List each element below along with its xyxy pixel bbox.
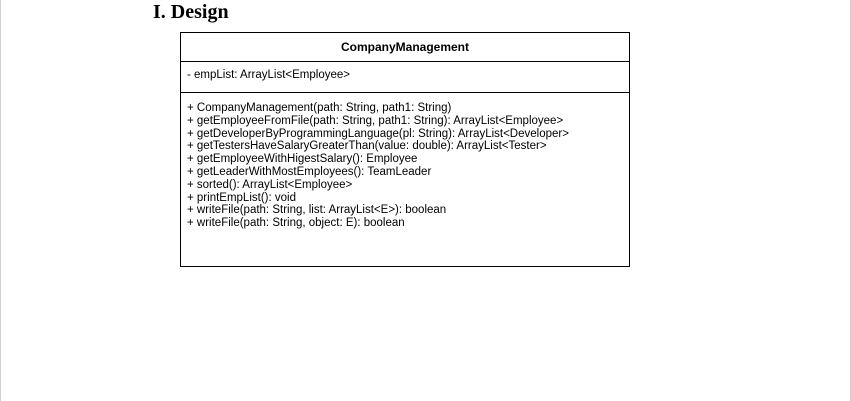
operation-line: + writeFile(path: String, list: ArrayList<E>): boolean <box>187 204 447 217</box>
operation-line: + sorted(): ArrayList<Employee> <box>187 178 353 191</box>
operation-line: + getEmployeeWithHigestSalary(): Employee <box>187 153 418 166</box>
operation-line: + CompanyManagement(path: String, path1: String) <box>187 102 452 114</box>
operations-compartment <box>181 93 629 230</box>
operation-line: + writeFile(path: String, object: E): boolean <box>187 217 405 230</box>
attributes-compartment <box>181 62 629 93</box>
operation-line: + getEmployeeFromFile(path: String, path1: String): ArrayList<Employee> <box>187 114 564 127</box>
class-name: CompanyManagement <box>181 33 629 62</box>
operation-line: + getLeaderWithMostEmployees(): TeamLeader <box>187 165 432 178</box>
page-border-left <box>0 0 1 401</box>
uml-class-box <box>180 32 630 267</box>
section-heading: I. Design <box>153 1 229 23</box>
operation-line: + printEmpList(): void <box>187 191 296 204</box>
operation-line: + getDeveloperByProgrammingLanguage(pl: String): ArrayList<Developer> <box>187 127 569 140</box>
attribute-line: - empList: ArrayList<Employee> <box>187 69 350 81</box>
operation-line: + getTestersHaveSalaryGreaterThan(value: double): ArrayList<Tester> <box>187 140 547 153</box>
